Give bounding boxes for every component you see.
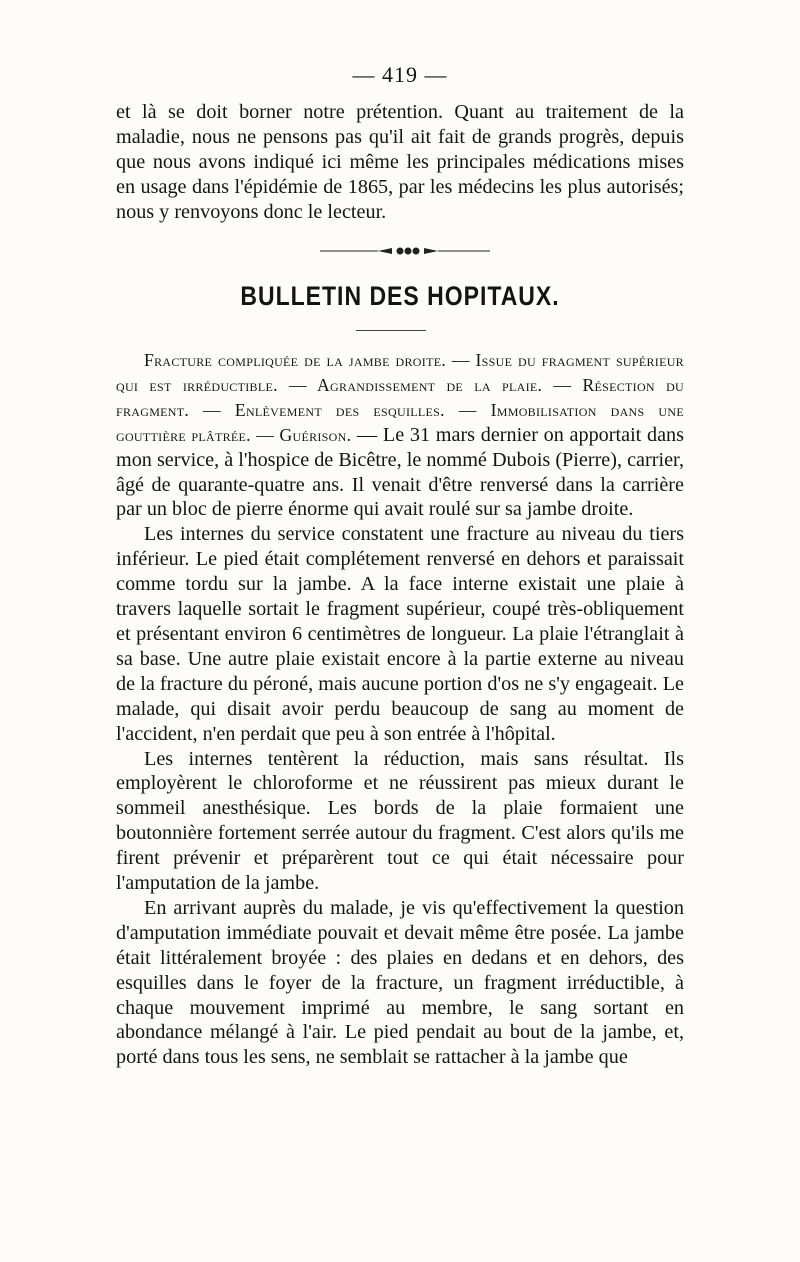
page-number: — 419 — [352,62,448,87]
ornamental-divider [320,245,490,257]
previous-article-conclusion [116,100,684,225]
article-body [116,348,684,1070]
article-opening-paragraph [116,348,684,522]
article-intro: — Le 31 mars dernier on apportait dans mon service, à l'hospice de Bicêtre, le nommé Dubois (Pierre), carrier, âgé de quarante-quatre ans. Il venait d'être renversé dans la carrière par un bloc de pierre énorme qui avait roulé sur sa jambe droite. [116,423,684,521]
article-heading: Fracture compliquée de la jambe droite. — Issue du fragment supérieur qui est irréductible. — Agrandissement de la plaie. — Résection du fragment. — Enlèvement des esquilles. — Immobilisation dans une gouttière plâtrée. — Guérison. [116,350,684,445]
paragraph: En arrivant auprès du malade, je vis qu'effectivement la question d'amputation immédiate pouvait et devait même être posée. La jambe était littéralement broyée : des plaies en dedans et en dehors, des esquilles dans le foyer de la fracture, un fragment irréductible, à chaque mouvement imprimé au membre, le sang sortant en abondance mélangé à l'air. Le pied pendait au bout de la jambe, et, porté dans tous les sens, ne semblait se rattacher à la jambe que [116,896,684,1069]
paragraph: Les internes tentèrent la réduction, mais sans résultat. Ils employèrent le chloroforme et ne réussirent pas mieux durant le sommeil anesthésique. Les bords de la plaie formaient une boutonnière fortement serrée autour du fragment. C'est alors qu'ils me firent prévenir et préparèrent tout ce qui était nécessaire pour l'amputation de la jambe. [116,747,684,895]
section-title: BULLETIN DES HOPITAUX. [240,280,560,311]
title-underline [356,330,426,331]
paragraph: Les internes du service constatent une fracture au niveau du tiers inférieur. Le pied était complétement renversé en dehors et paraissait comme tordu sur la jambe. A la face interne existait une plaie à travers laquelle sortait le fragment supérieur, coupé très-obliquement et présentant environ 6 centimètres de longueur. La plaie l'étranglait à sa base. Une autre plaie existait encore à la partie externe au niveau de la fracture du péroné, mais aucune portion d'os ne s'y engageait. Le malade, qui disait avoir perdu beaucoup de sang au moment de l'accident, n'en perdait que peu à son entrée à l'hôpital. [116,523,684,745]
paragraph: et là se doit borner notre prétention. Quant au traitement de la maladie, nous ne pensons pas qu'il ait fait de grands progrès, depuis que nous avons indiqué ici même les principales médications mises en usage dans l'épidémie de 1865, par les médecins les plus autorisés; nous y renvoyons donc le lecteur. [116,101,684,223]
